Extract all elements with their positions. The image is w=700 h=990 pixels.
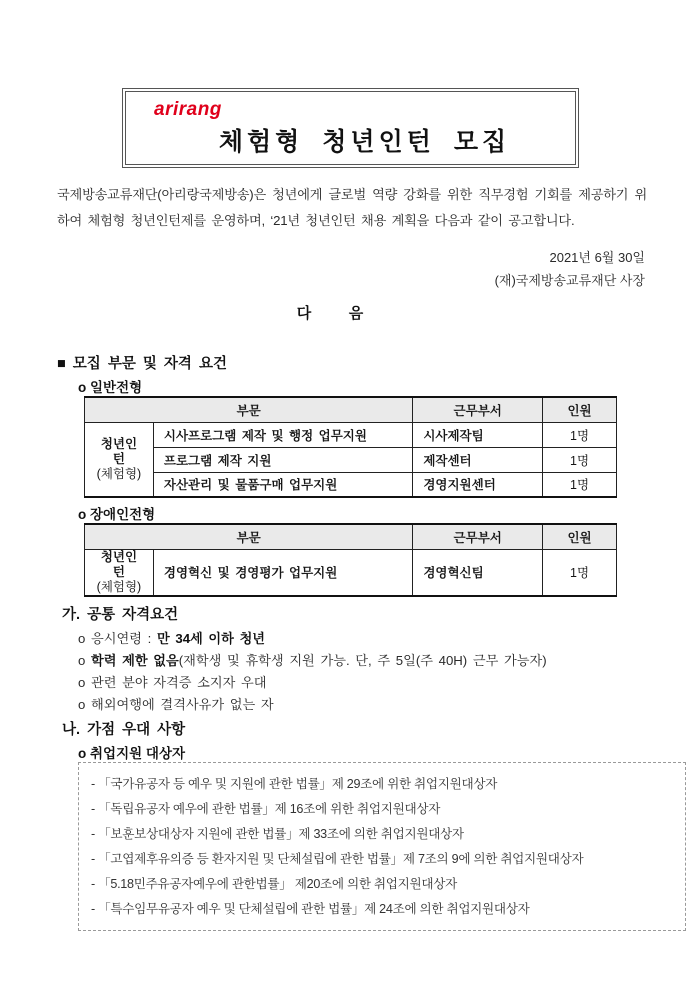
legal-item: - 「보훈보상대상자 지원에 관한 법률」제 33조에 의한 취업지원대상자	[91, 827, 464, 841]
qualifications-list	[78, 628, 547, 716]
legal-item: - 「특수임무유공자 예우 및 단체설립에 관한 법률」제 24조에 의한 취업지원대상자	[91, 902, 530, 916]
table-row	[85, 422, 617, 447]
col-header-count: 인원	[543, 524, 617, 549]
team-cell: 경영지원센터	[413, 472, 543, 497]
qualification-item: o 관련 분야 자격증 소지자 우대	[78, 675, 267, 690]
team-cell: 제작센터	[413, 447, 543, 472]
qualifications-heading: 가. 공통 자격요건	[62, 607, 179, 623]
col-header-team: 근무부서	[413, 524, 543, 549]
table-row	[85, 472, 617, 497]
legal-item: - 「고엽제후유의증 등 환자지원 및 단체설립에 관한 법률」제 7조의 9에 의한 취업지원대상자	[91, 852, 584, 866]
qualification-item: o 학력 제한 없음(재학생 및 휴학생 지원 가능. 단, 주 5일(주 40H) 근무 가능자)	[78, 653, 547, 668]
team-cell: 경영혁신팀	[413, 549, 543, 596]
table-row	[85, 549, 617, 596]
preferences-heading: 나. 가점 우대 사항	[62, 722, 186, 738]
group-type: (체험형)	[96, 466, 142, 481]
table-row	[85, 447, 617, 472]
intern-group-cell	[85, 549, 154, 596]
disabled-track-label: o 장애인전형	[78, 507, 156, 522]
announcement-sender: (재)국제방송교류재단 사장	[494, 273, 645, 288]
task-cell: 자산관리 및 물품구매 업무지원	[153, 472, 412, 497]
legal-reference-box	[78, 762, 686, 931]
task-cell: 경영혁신 및 경영평가 업무지원	[153, 549, 412, 596]
date-block	[495, 246, 645, 292]
col-header-division: 부문	[85, 524, 413, 549]
qualification-item: o 응시연령 : 만 34세 이하 청년	[78, 631, 266, 646]
general-track-label: o 일반전형	[78, 380, 143, 395]
disabled-recruit-table	[84, 523, 617, 597]
employment-support-label: o 취업지원 대상자	[78, 746, 186, 761]
count-cell: 1명	[543, 447, 617, 472]
group-type: (체험형)	[96, 579, 142, 594]
qualification-item: o 해외여행에 결격사유가 없는 자	[78, 697, 274, 712]
intro-paragraph: 국제방송교류재단(아리랑국제방송)은 청년에게 글로벌 역량 강화를 위한 직무경험 기회를 제공하기 위하여 체험형 청년인턴제를 운영하며, ‘21년 청년인턴 채용 계획을 다음과 같이 공고합니다.	[57, 187, 647, 228]
count-cell: 1명	[543, 549, 617, 596]
task-cell: 프로그램 제작 지원	[153, 447, 412, 472]
arirang-logo: arirang	[154, 99, 222, 120]
recruit-section-heading: ■ 모집 부문 및 자격 요건	[57, 356, 227, 372]
legal-item: - 「독립유공자 예우에 관한 법률」제 16조에 위한 취업지원대상자	[91, 802, 441, 816]
count-cell: 1명	[543, 472, 617, 497]
legal-item: - 「5.18민주유공자예우에 관한법률」 제20조에 의한 취업지원대상자	[91, 877, 457, 891]
document-title: 체험형 청년인턴 모집	[218, 128, 511, 156]
col-header-team: 근무부서	[413, 397, 543, 422]
group-name: 청년인턴	[100, 436, 138, 466]
team-cell: 시사제작팀	[413, 422, 543, 447]
col-header-count: 인원	[543, 397, 617, 422]
daum-divider: 다 음	[296, 305, 364, 322]
announcement-date: 2021년 6월 30일	[549, 250, 645, 265]
legal-item: - 「국가유공자 등 예우 및 지원에 관한 법률」제 29조에 위한 취업지원대상자	[91, 777, 498, 791]
title-box	[122, 88, 579, 168]
col-header-division: 부문	[85, 397, 413, 422]
count-cell: 1명	[543, 422, 617, 447]
table-header-row	[85, 524, 617, 549]
table-header-row	[85, 397, 617, 422]
group-name: 청년인턴	[100, 549, 138, 579]
general-recruit-table	[84, 396, 617, 498]
task-cell: 시사프로그램 제작 및 행정 업무지원	[153, 422, 412, 447]
intern-group-cell	[85, 422, 154, 497]
